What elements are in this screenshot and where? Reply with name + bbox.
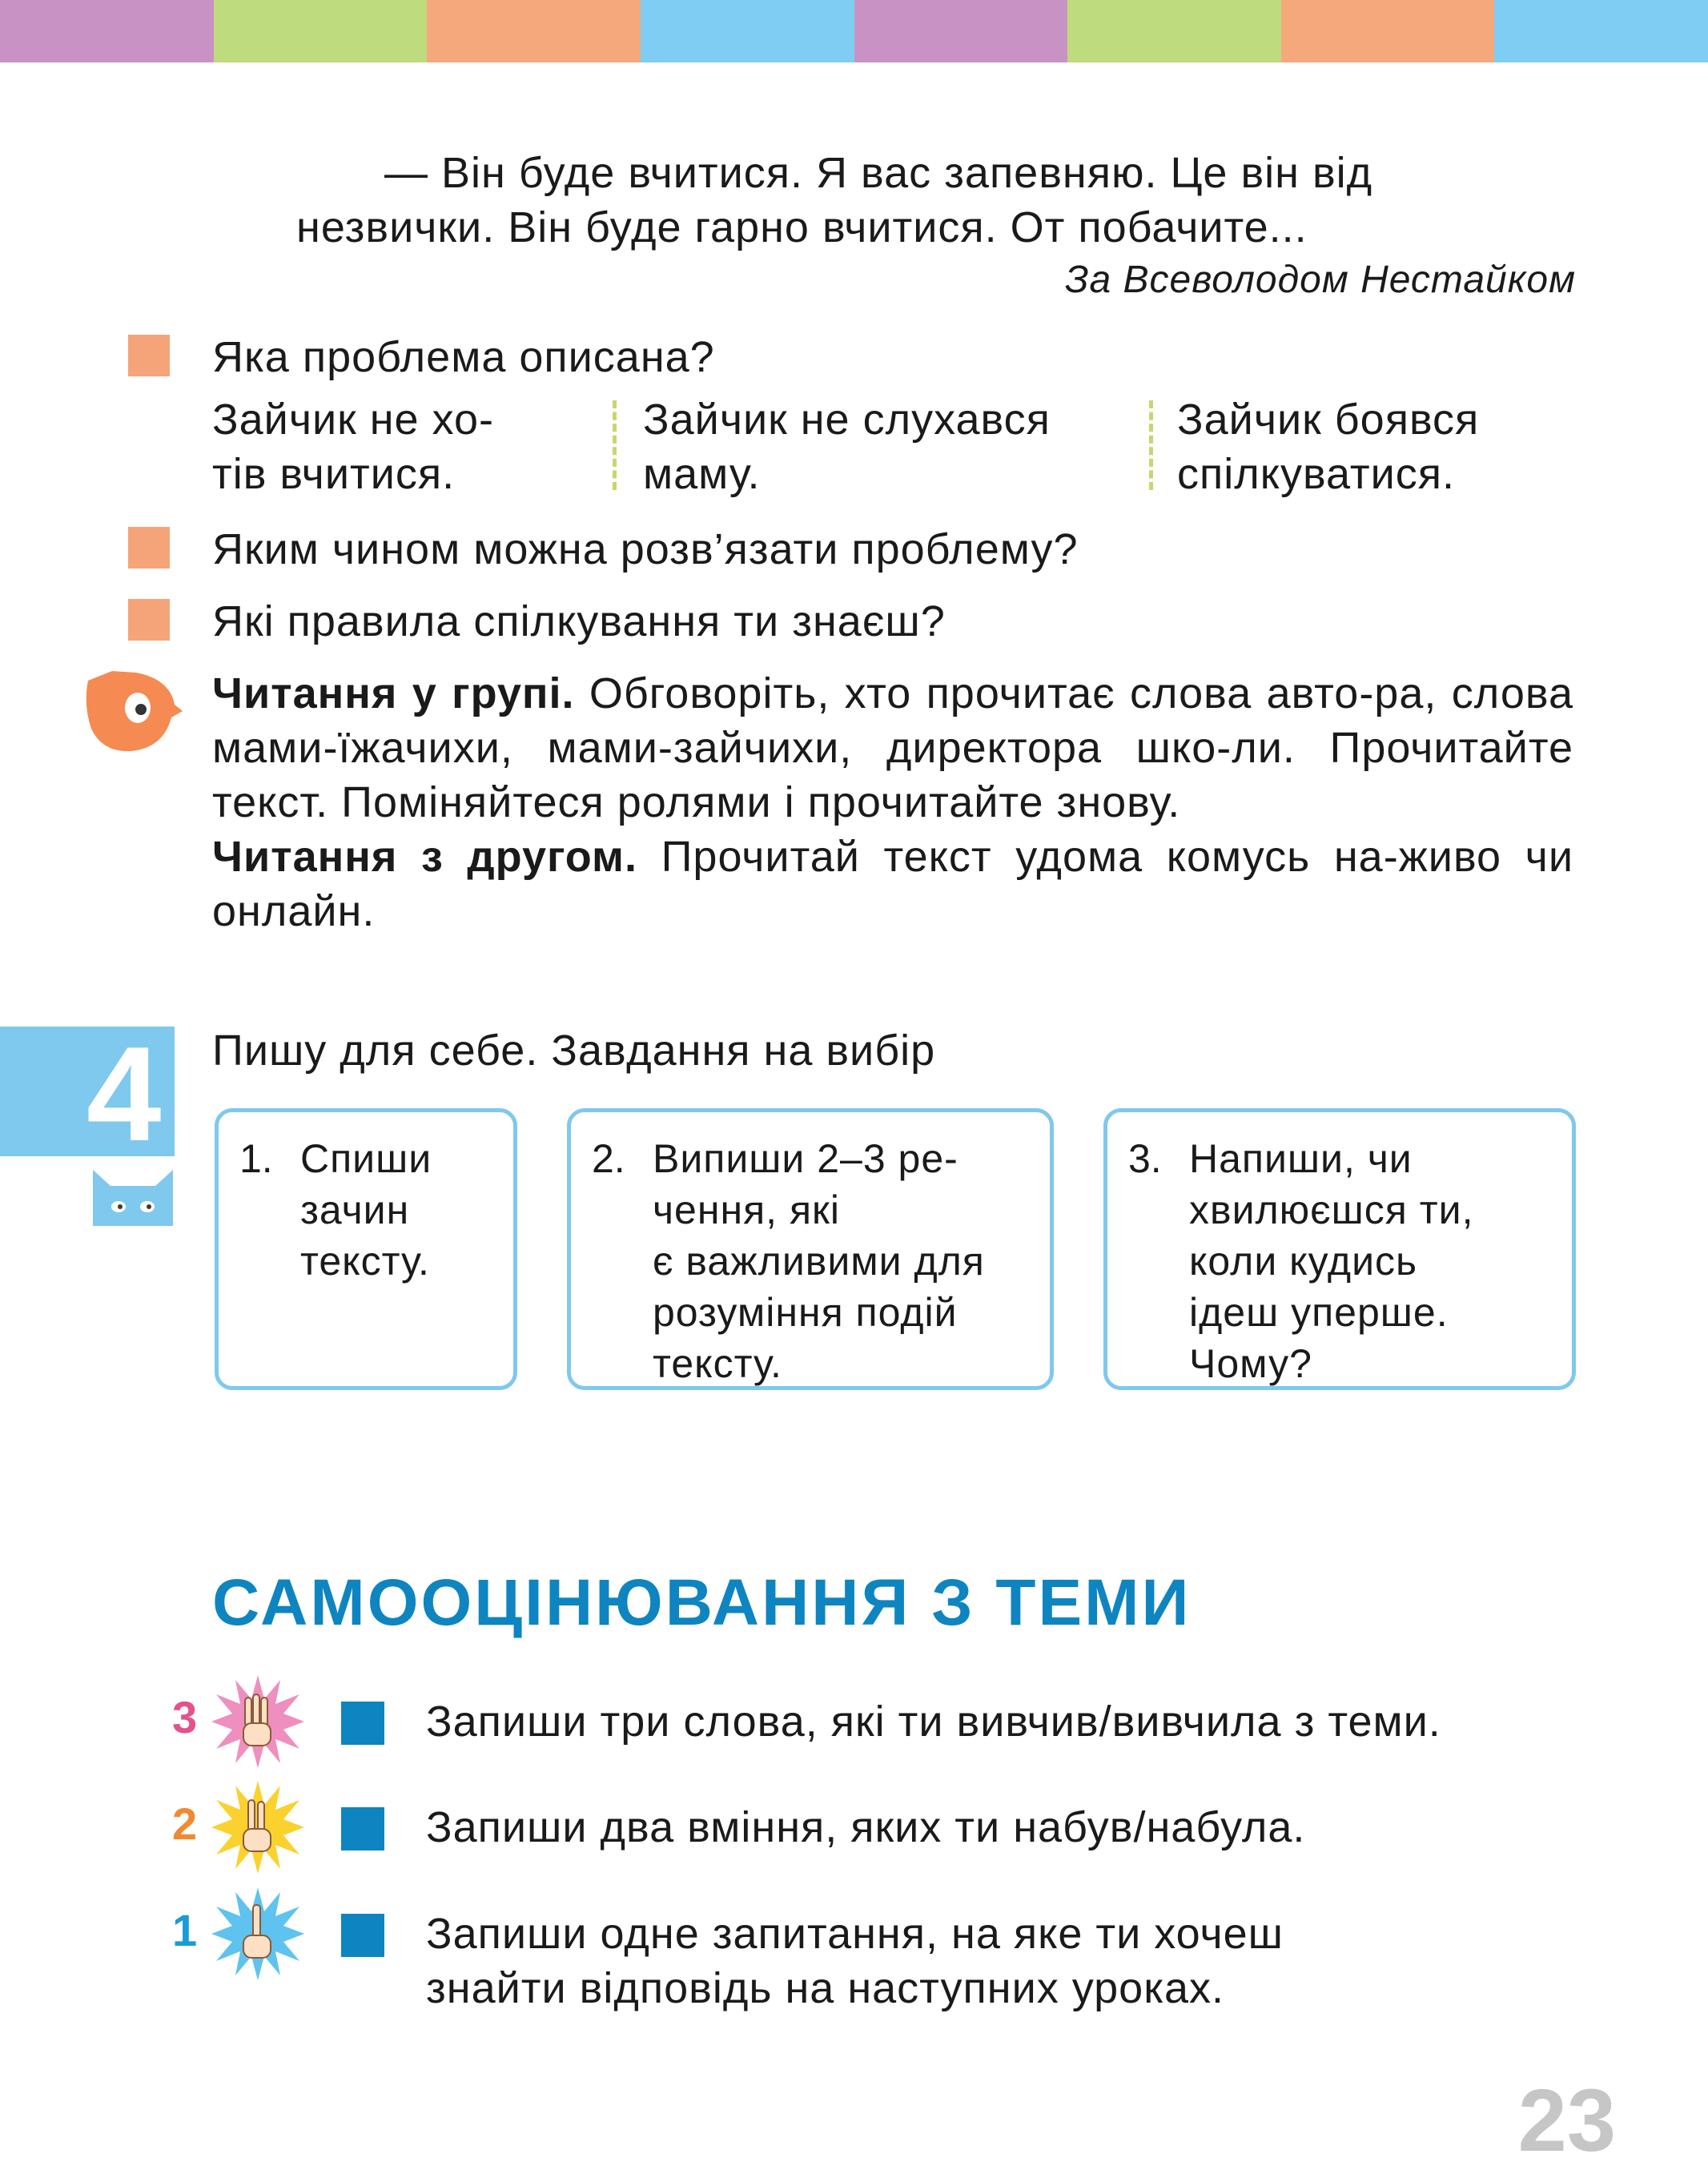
answer-option-2[interactable]: Зайчик не слухався маму. bbox=[643, 396, 1051, 498]
self-assessment-heading: САМООЦІНЮВАННЯ З ТЕМИ bbox=[212, 1566, 1192, 1639]
task-card-text: Випиши 2–3 ре- чення, які є важливими для розуміння подій тексту. bbox=[653, 1136, 985, 1386]
task-card-3[interactable] bbox=[1103, 1108, 1576, 1390]
three-fingers-badge-icon bbox=[210, 1674, 306, 1770]
answer-options bbox=[212, 392, 1557, 504]
level-number: 3 bbox=[172, 1692, 198, 1742]
assessment-item-2: Запиши два вміння, яких ти набув/набула. bbox=[426, 1803, 1306, 1851]
one-finger-badge-icon bbox=[210, 1886, 306, 1982]
friend-reading-title: Читання з другом. bbox=[212, 833, 637, 881]
cat-icon bbox=[88, 1165, 178, 1228]
bullet-square bbox=[128, 599, 170, 641]
assessment-item-3: Запиши три слова, які ти вивчив/вивчила з теми. bbox=[426, 1698, 1441, 1746]
color-stripe bbox=[1281, 0, 1495, 62]
option-divider bbox=[1149, 400, 1153, 490]
level-number: 1 bbox=[172, 1905, 198, 1955]
task-card-text: Спиши зачин тексту. bbox=[300, 1136, 432, 1284]
quote-author: За Всеволодом Нестайком bbox=[1065, 259, 1576, 301]
color-stripe bbox=[1494, 0, 1708, 62]
color-stripe bbox=[0, 0, 214, 62]
level-number: 2 bbox=[172, 1798, 198, 1849]
color-stripe bbox=[1067, 0, 1281, 62]
question-solution: Яким чином можна розв’язати проблему? bbox=[212, 525, 1079, 573]
friend-reading-text: Прочитай текст удома комусь на-живо чи онлайн. bbox=[212, 833, 1573, 935]
assessment-item-1: Запиши одне запитання, на яке ти хочеш знайти відповідь на наступних уроках. bbox=[426, 1910, 1284, 2012]
checkbox-square[interactable] bbox=[341, 1807, 384, 1850]
two-fingers-badge-icon bbox=[210, 1779, 306, 1875]
color-stripe bbox=[641, 0, 854, 62]
color-stripe bbox=[427, 0, 641, 62]
quote-line-1: — Він буде вчитися. Я вас запевняю. Це він від bbox=[384, 149, 1373, 197]
bullet-square bbox=[128, 527, 170, 569]
bullet-square bbox=[128, 335, 170, 376]
task-number: 4 bbox=[86, 1019, 162, 1169]
task-card-number: 1. bbox=[239, 1136, 273, 1181]
checkbox-square[interactable] bbox=[341, 1914, 384, 1957]
task-card-2[interactable] bbox=[567, 1108, 1054, 1390]
group-reading-title: Читання у групі. bbox=[212, 669, 575, 717]
answer-option-1[interactable]: Зайчик не хо- тів вчитися. bbox=[212, 396, 495, 498]
story-quote bbox=[296, 146, 1561, 255]
task-card-number: 2. bbox=[592, 1136, 625, 1181]
task-card-text: Напиши, чи хвилюєшся ти, коли кудись ідеш уперше. Чому? bbox=[1189, 1136, 1474, 1386]
page-number: 23 bbox=[1517, 2072, 1616, 2170]
quote-line-2: незвички. Він буде гарно вчитися. От побачите... bbox=[296, 203, 1308, 251]
question-problem: Яка проблема описана? bbox=[212, 333, 715, 381]
reading-tasks bbox=[212, 666, 1573, 938]
group-reading-text: Обговоріть, хто прочитає слова авто-ра, слова мами-їжачихи, мами-зайчихи, директора шко-ли. Прочитайте текст. Поміняйтеся ролями і прочитайте знову. bbox=[212, 669, 1573, 826]
option-divider bbox=[613, 400, 617, 490]
task-number-badge bbox=[0, 1019, 175, 1169]
color-stripe bbox=[854, 0, 1068, 62]
speech-bird-icon bbox=[80, 665, 184, 757]
task-card-1[interactable] bbox=[215, 1108, 517, 1390]
top-color-bar bbox=[0, 0, 1708, 62]
checkbox-square[interactable] bbox=[341, 1702, 384, 1745]
color-stripe bbox=[214, 0, 428, 62]
task-title: Пишу для себе. Завдання на вибір bbox=[212, 1027, 936, 1075]
question-rules: Які правила спілкування ти знаєш? bbox=[212, 597, 946, 645]
answer-option-3[interactable]: Зайчик боявся спілкуватися. bbox=[1177, 396, 1480, 498]
task-card-number: 3. bbox=[1128, 1136, 1162, 1181]
